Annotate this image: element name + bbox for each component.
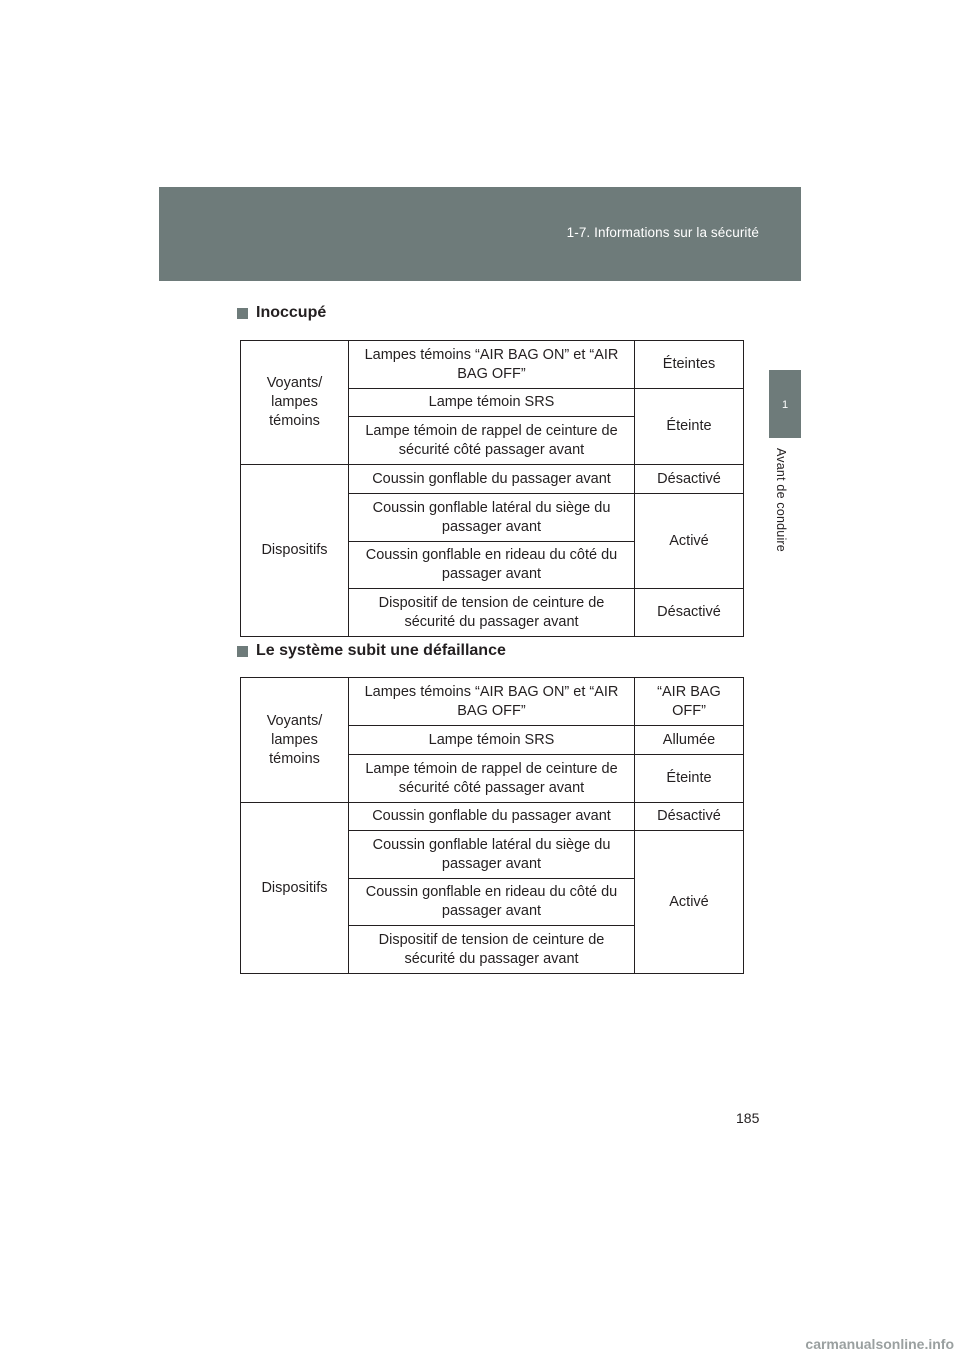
chapter-tab bbox=[769, 370, 801, 438]
status-cell: Désactivé bbox=[635, 589, 744, 637]
item-cell: Dispositif de tension de ceinture de sécurité du passager avant bbox=[349, 926, 635, 974]
status-cell: Activé bbox=[635, 831, 744, 974]
item-cell: Coussin gonflable en rideau du côté du passager avant bbox=[349, 542, 635, 589]
status-table-inoccupe bbox=[240, 340, 744, 637]
table-row bbox=[241, 341, 744, 389]
chapter-number: 1 bbox=[781, 399, 789, 411]
status-cell: Allumée bbox=[635, 726, 744, 755]
section-heading-defaillance bbox=[237, 642, 506, 660]
header-band bbox=[159, 187, 801, 281]
item-cell: Coussin gonflable du passager avant bbox=[349, 803, 635, 831]
table-row bbox=[241, 803, 744, 831]
square-bullet-icon bbox=[237, 308, 248, 319]
category-cell: Dispositifs bbox=[241, 803, 349, 974]
item-cell: Lampe témoin SRS bbox=[349, 726, 635, 755]
item-cell: Coussin gonflable latéral du siège du passager avant bbox=[349, 494, 635, 542]
chapter-label: Avant de conduire bbox=[774, 448, 788, 552]
status-cell: Éteinte bbox=[635, 389, 744, 465]
item-cell: Lampe témoin de rappel de ceinture de sécurité côté passager avant bbox=[349, 417, 635, 465]
status-cell: Désactivé bbox=[635, 465, 744, 494]
item-cell: Coussin gonflable du passager avant bbox=[349, 465, 635, 494]
status-cell: Éteintes bbox=[635, 341, 744, 389]
item-cell: Lampes témoins “AIR BAG ON” et “AIR BAG OFF” bbox=[349, 341, 635, 389]
section-title: 1-7. Informations sur la sécurité bbox=[566, 225, 759, 240]
status-cell: “AIR BAG OFF” bbox=[635, 678, 744, 726]
watermark: carmanualsonline.info bbox=[805, 1336, 954, 1352]
item-cell: Lampe témoin de rappel de ceinture de sécurité côté passager avant bbox=[349, 755, 635, 803]
category-cell: Dispositifs bbox=[241, 465, 349, 637]
table-row bbox=[241, 678, 744, 726]
status-cell: Désactivé bbox=[635, 803, 744, 831]
status-table-defaillance bbox=[240, 677, 744, 974]
table-row bbox=[241, 465, 744, 494]
section-heading-text: Inoccupé bbox=[256, 304, 327, 321]
category-cell: Voyants/ lampes témoins bbox=[241, 341, 349, 465]
item-cell: Dispositif de tension de ceinture de sécurité du passager avant bbox=[349, 589, 635, 637]
status-cell: Activé bbox=[635, 494, 744, 589]
square-bullet-icon bbox=[237, 646, 248, 657]
section-heading-text: Le système subit une défaillance bbox=[256, 642, 506, 659]
status-cell: Éteinte bbox=[635, 755, 744, 803]
item-cell: Coussin gonflable en rideau du côté du passager avant bbox=[349, 879, 635, 926]
category-cell: Voyants/ lampes témoins bbox=[241, 678, 349, 803]
page-number: 185 bbox=[736, 1110, 760, 1126]
item-cell: Lampe témoin SRS bbox=[349, 389, 635, 417]
item-cell: Lampes témoins “AIR BAG ON” et “AIR BAG OFF” bbox=[349, 678, 635, 726]
section-heading-inoccupe bbox=[237, 304, 326, 322]
item-cell: Coussin gonflable latéral du siège du passager avant bbox=[349, 831, 635, 879]
